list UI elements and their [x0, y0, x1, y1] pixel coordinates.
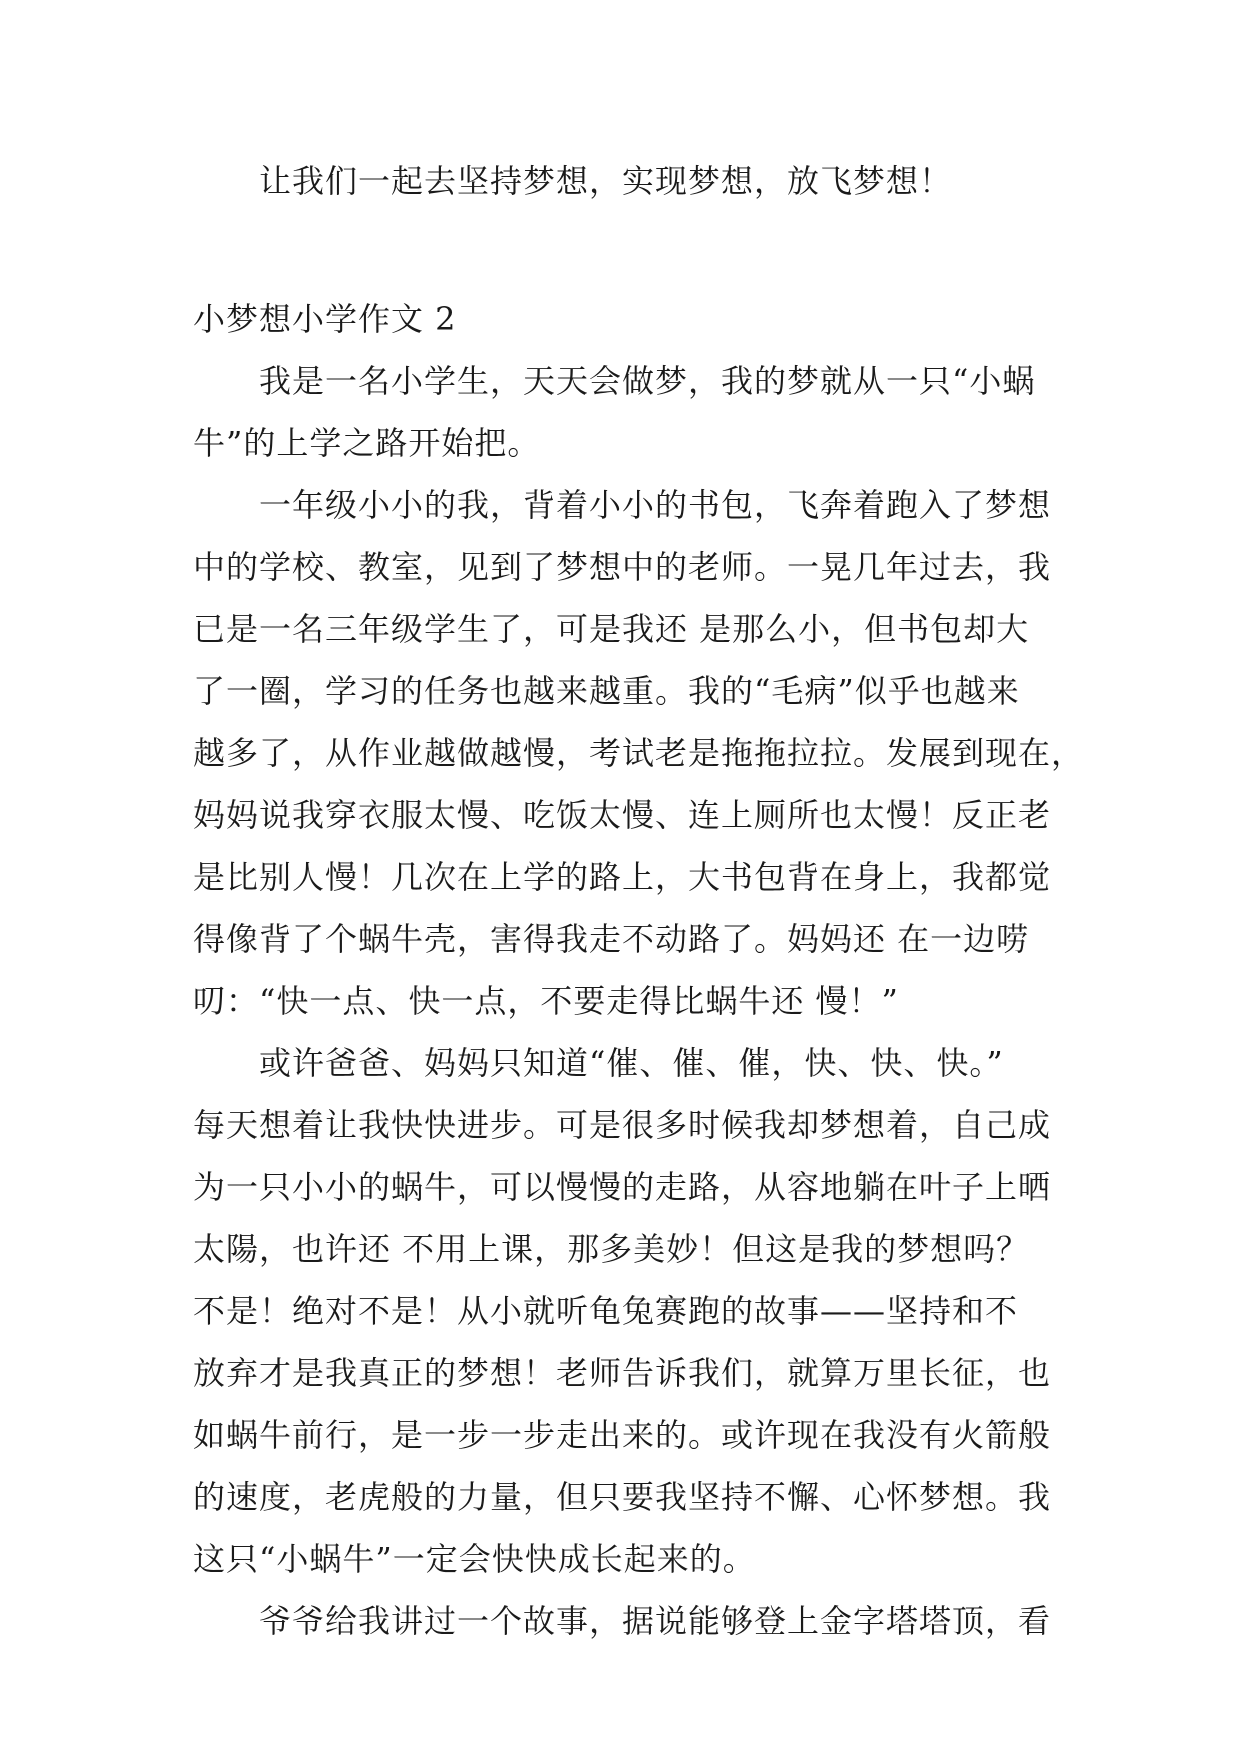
document-page — [193, 150, 1085, 1652]
paragraph-line: 这只“小蜗牛”一定会快快成长起来的。 — [193, 1540, 756, 1578]
paragraph-line: 放弃才是我真正的梦想！老师告诉我们，就算万里长征，也 — [193, 1354, 1052, 1392]
paragraph-line: 是比别人慢！几次在上学的路上，大书包背在身上，我都觉 — [193, 858, 1052, 896]
paragraph-line: 每天想着让我快快进步。可是很多时候我却梦想着，自己成 — [193, 1106, 1052, 1144]
paragraph-line: 越多了，从作业越做越慢，考试老是拖拖拉拉。发展到现在， — [193, 734, 1085, 772]
paragraph-line: 我是一名小学生，天天会做梦，我的梦就从一只“小蜗 — [259, 362, 1036, 400]
paragraph-line: 为一只小小的蜗牛，可以慢慢的走路，从容地躺在叶子上晒 — [193, 1168, 1052, 1206]
paragraph-line: 牛”的上学之路开始把。 — [193, 424, 541, 462]
paragraph-line: 如蜗牛前行，是一步一步走出来的。或许现在我没有火箭般 — [193, 1416, 1052, 1454]
paragraph-line: 得像背了个蜗牛壳，害得我走不动路了。妈妈还 在一边唠 — [193, 920, 1030, 958]
paragraph-line: 一年级小小的我，背着小小的书包，飞奔着跑入了梦想 — [259, 486, 1052, 524]
paragraph-gap — [193, 212, 1053, 288]
paragraph-line: 让我们一起去坚持梦想，实现梦想，放飞梦想！ — [259, 162, 953, 200]
paragraph-line: 或许爸爸、妈妈只知道“催、催、催，快、快、快。” — [259, 1044, 1004, 1082]
paragraph-line: 妈妈说我穿衣服太慢、吃饭太慢、连上厕所也太慢！反正老 — [193, 796, 1052, 834]
paragraph-line: 的速度，老虎般的力量，但只要我坚持不懈、心怀梦想。我 — [193, 1478, 1052, 1516]
section-heading: 小梦想小学作文 2 — [193, 300, 457, 338]
paragraph-line: 中的学校、教室，见到了梦想中的老师。一晃几年过去，我 — [193, 548, 1052, 586]
paragraph-line: 爷爷给我讲过一个故事，据说能够登上金字塔塔顶，看 — [259, 1602, 1052, 1640]
paragraph-line: 了一圈，学习的任务也越来越重。我的“毛病”似乎也越来 — [193, 672, 1020, 710]
paragraph-line: 已是一名三年级学生了，可是我还 是那么小，但书包却大 — [193, 610, 1030, 648]
paragraph-line: 不是！绝对不是！从小就听龟兔赛跑的故事——坚持和不 — [193, 1292, 1019, 1330]
paragraph-line: 太陽，也许还 不用上课，那多美妙！但这是我的梦想吗？ — [193, 1230, 1030, 1268]
paragraph-line: 叨：“快一点、快一点，不要走得比蜗牛还 慢！” — [193, 982, 899, 1020]
